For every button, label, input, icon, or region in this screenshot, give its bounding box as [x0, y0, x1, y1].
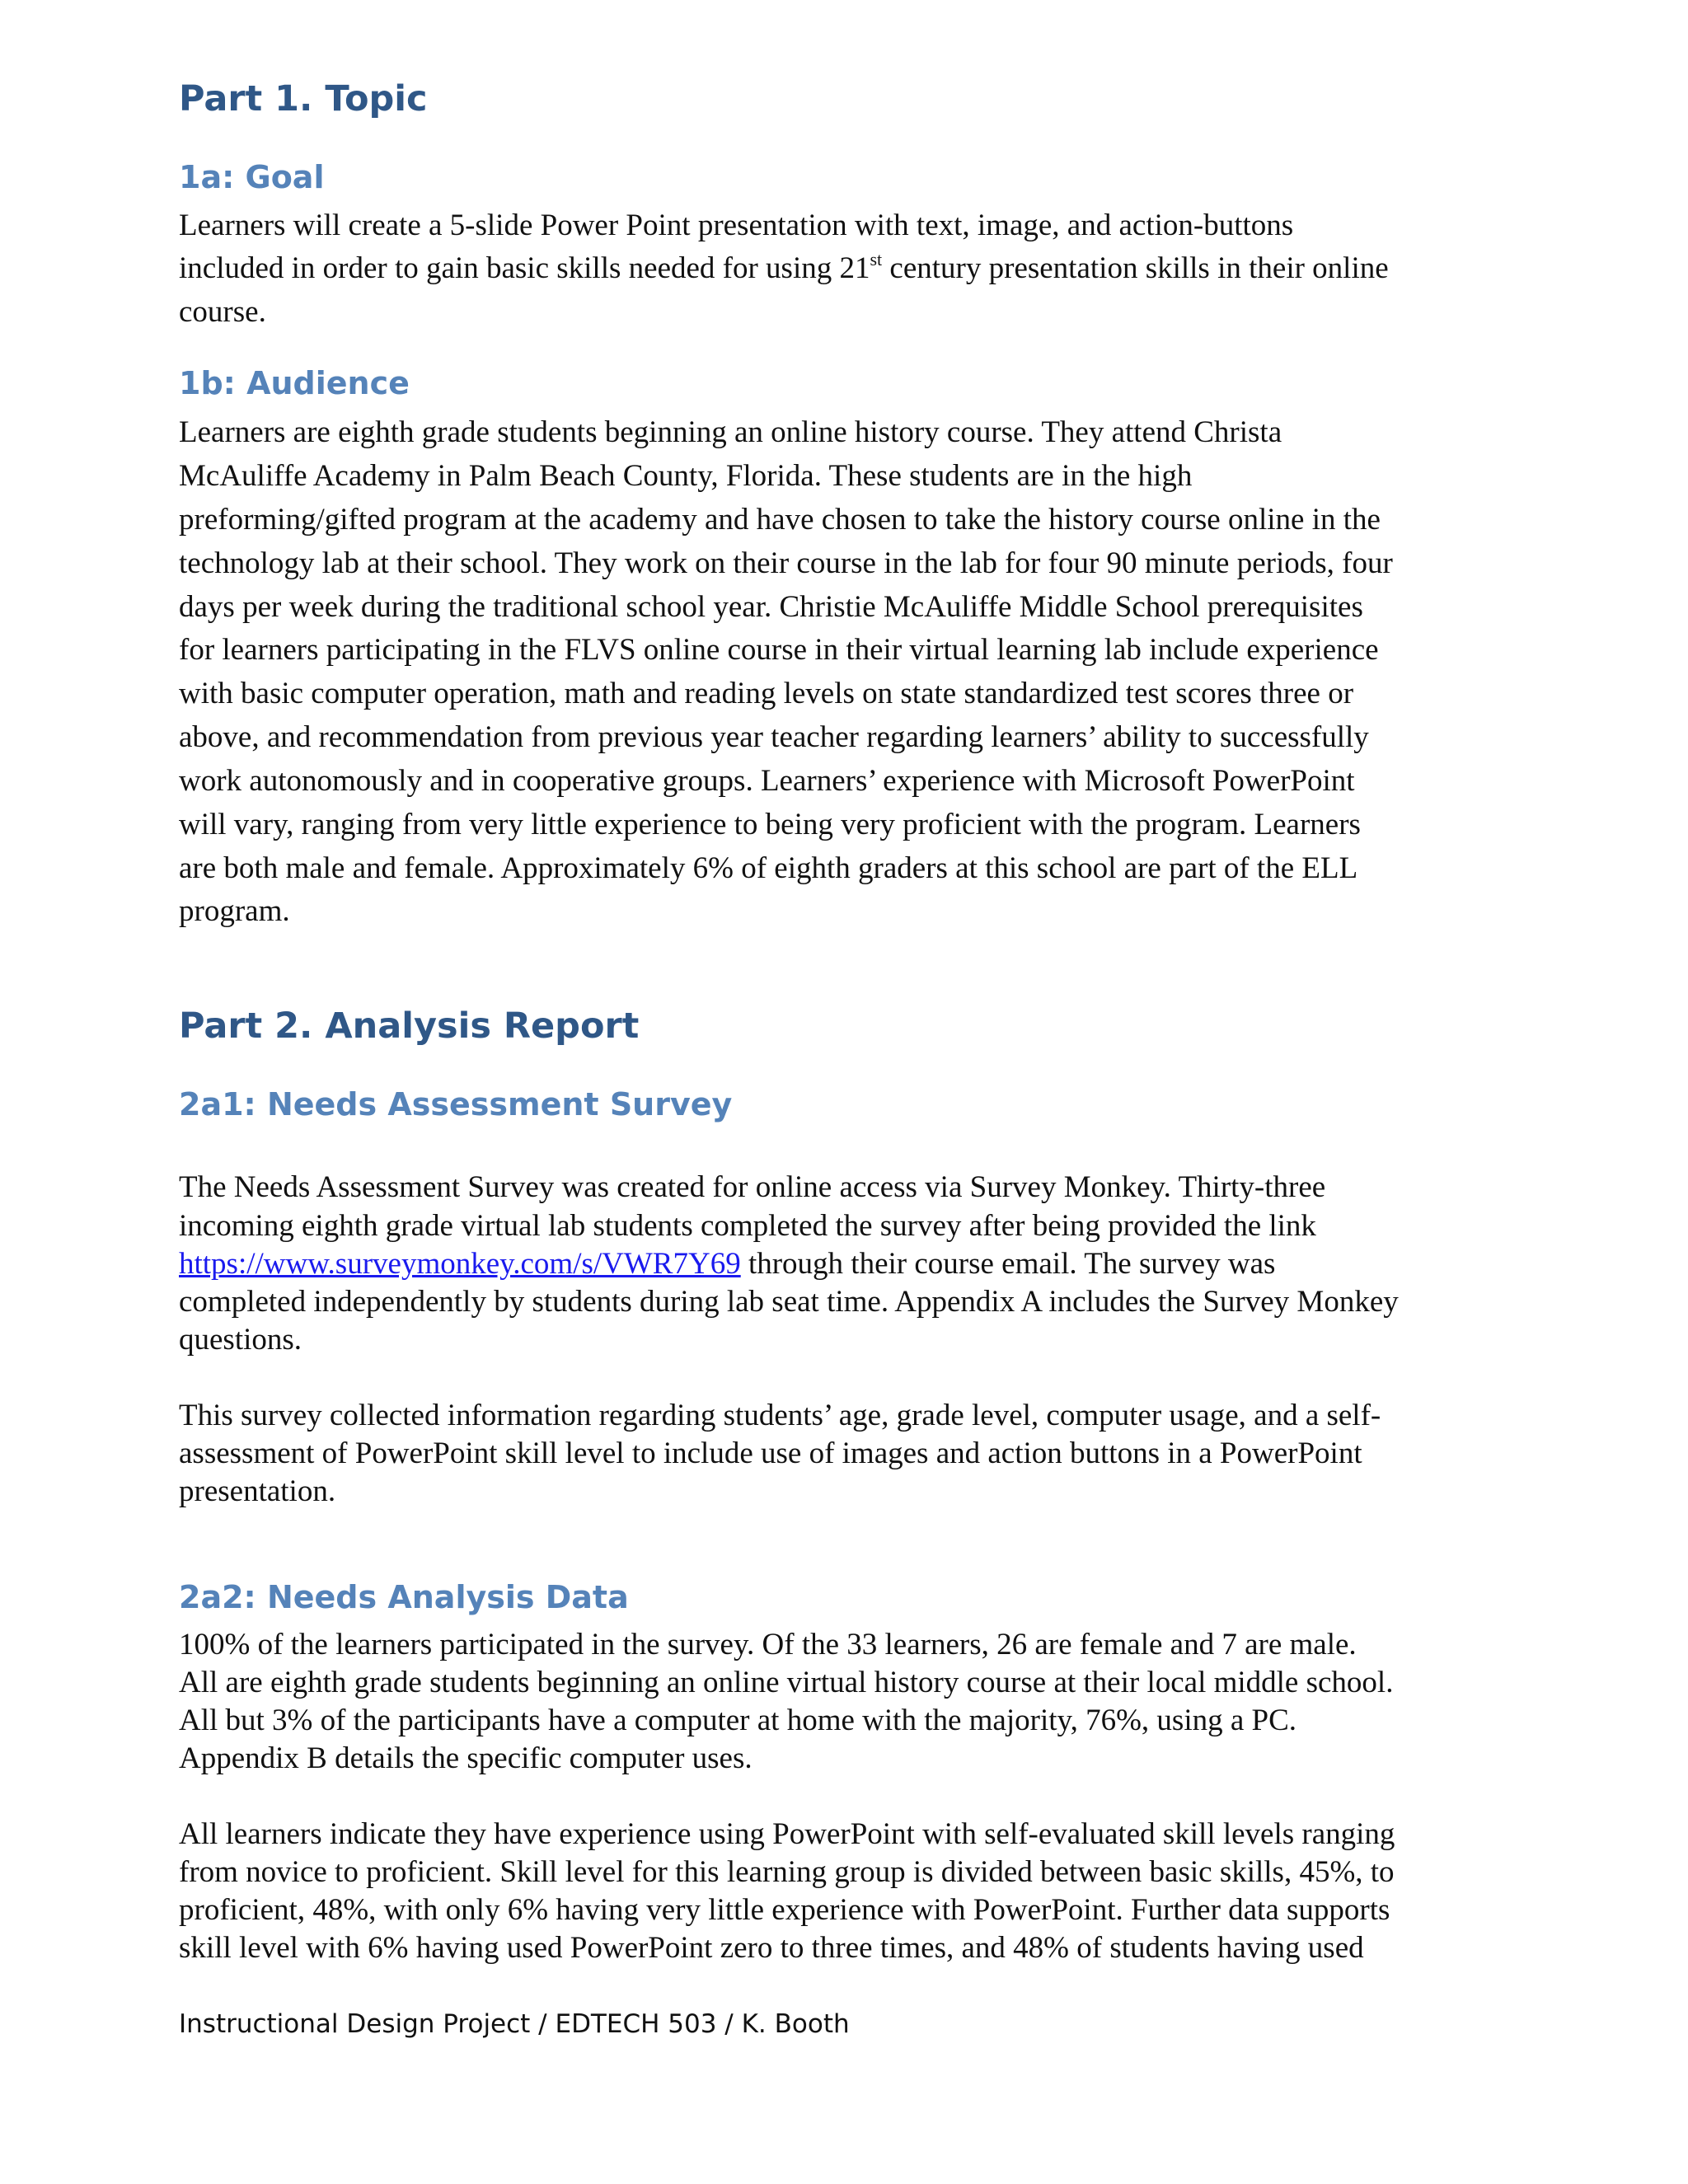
part2-heading: Part 2. Analysis Report [179, 1005, 640, 1047]
goal-line-1: Learners will create a 5-slide Power Point presentation with text, image, and action-buttons [179, 209, 1294, 242]
data-line: Appendix B details the specific computer uses. [179, 1741, 753, 1775]
survey-line [179, 1246, 1275, 1282]
data-line: All are eighth grade students beginning an online virtual history course at their local middle school. [179, 1666, 1394, 1699]
audience-line: work autonomously and in cooperative groups. Learners’ experience with Microsoft PowerPoint [179, 764, 1355, 798]
audience-line: preforming/gifted program at the academy and have chosen to take the history course online in the [179, 503, 1381, 537]
audience-line: days per week during the traditional school year. Christie McAuliffe Middle School prerequisites [179, 590, 1363, 624]
data-line: All but 3% of the participants have a computer at home with the majority, 76%, using a PC. [179, 1704, 1297, 1737]
audience-line: technology lab at their school. They work on their course in the lab for four 90 minute periods, four [179, 546, 1393, 580]
goal-heading: 1a: Goal [179, 159, 325, 195]
survey-line: completed independently by students during lab seat time. Appendix A includes the Survey Monkey [179, 1285, 1399, 1319]
data-line: proficient, 48%, with only 6% having very little experience with PowerPoint. Further data supports [179, 1893, 1390, 1927]
audience-line: Learners are eighth grade students beginning an online history course. They attend Christa [179, 415, 1282, 449]
audience-line: with basic computer operation, math and reading levels on state standardized test scores three or [179, 677, 1354, 710]
audience-heading: 1b: Audience [179, 365, 410, 401]
goal-line-2-post: century presentation skills in their online [882, 251, 1389, 285]
survey-line: presentation. [179, 1474, 336, 1508]
data-heading: 2a2: Needs Analysis Data [179, 1579, 629, 1615]
audience-line: for learners participating in the FLVS online course in their virtual learning lab include experience [179, 633, 1379, 667]
survey-line: This survey collected information regarding students’ age, grade level, computer usage, and a self- [179, 1399, 1381, 1432]
audience-line: program. [179, 894, 290, 928]
goal-line-3: course. [179, 295, 266, 329]
audience-line: McAuliffe Academy in Palm Beach County, Florida. These students are in the high [179, 459, 1193, 493]
audience-line: will vary, ranging from very little experience to being very proficient with the program. Learners [179, 808, 1361, 841]
survey-line-post: through their course email. The survey was [740, 1247, 1276, 1281]
goal-line-2-sup: st [870, 248, 883, 269]
survey-link[interactable]: https://www.surveymonkey.com/s/VWR7Y69 [179, 1247, 741, 1281]
audience-line: above, and recommendation from previous year teacher regarding learners’ ability to successfully [179, 720, 1369, 754]
survey-line: incoming eighth grade virtual lab students completed the survey after being provided the link [179, 1209, 1316, 1243]
page-footer: Instructional Design Project / EDTECH 503 / K. Booth [179, 2009, 850, 2039]
audience-line: are both male and female. Approximately 6% of eighth graders at this school are part of the ELL [179, 851, 1358, 885]
goal-line-2 [179, 248, 1389, 287]
survey-line: assessment of PowerPoint skill level to include use of images and action buttons in a PowerPoint [179, 1436, 1362, 1470]
survey-line: The Needs Assessment Survey was created for online access via Survey Monkey. Thirty-three [179, 1170, 1326, 1204]
survey-line: questions. [179, 1323, 302, 1357]
data-line: skill level with 6% having used PowerPoint zero to three times, and 48% of students having used [179, 1931, 1364, 1965]
goal-line-2-pre: included in order to gain basic skills needed for using 21 [179, 251, 870, 285]
survey-heading: 2a1: Needs Assessment Survey [179, 1086, 733, 1122]
data-line: All learners indicate they have experience using PowerPoint with self-evaluated skill levels ranging [179, 1817, 1395, 1851]
data-line: from novice to proficient. Skill level for this learning group is divided between basic skills, 45%, to [179, 1855, 1395, 1889]
data-line: 100% of the learners participated in the survey. Of the 33 learners, 26 are female and 7 are male. [179, 1628, 1357, 1661]
part1-heading: Part 1. Topic [179, 78, 428, 120]
